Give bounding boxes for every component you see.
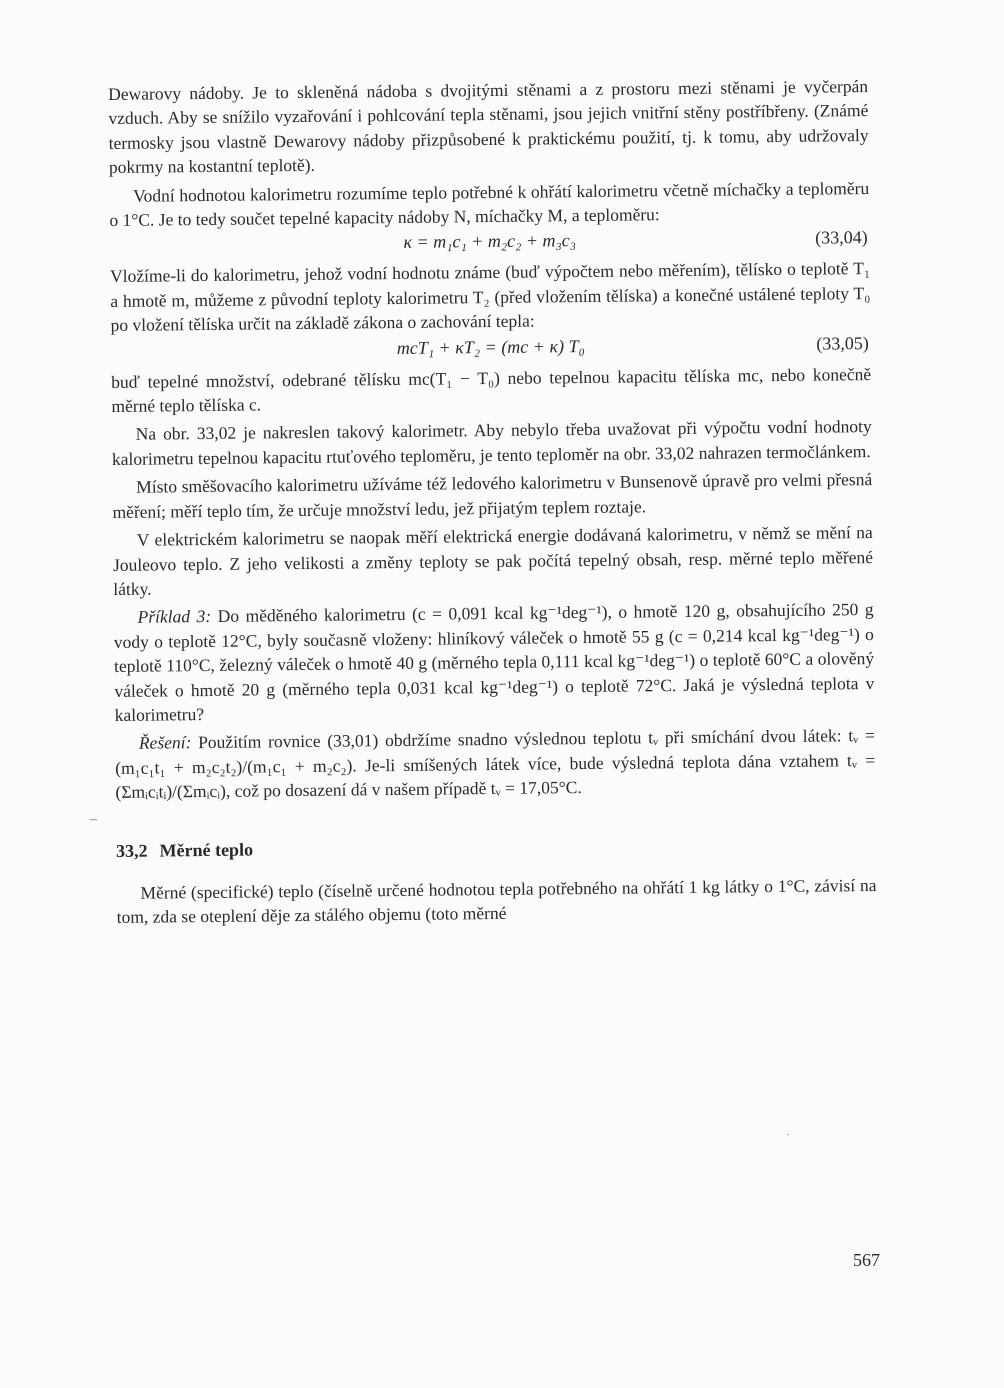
equation-formula: mcT₁ + κT₂ = (mc + κ) T₀ (396, 335, 585, 358)
paragraph-insert-body: Vložíme-li do kalorimetru, jehož vodní hodnotu známe (buď výpočtem nebo měřením), tělísko o teplotě T₁ a hmotě m, můžeme z původní teploty kalorimetru T₂ (před vložením tělíska) a konečné ustálené teploty T₀ po vložení tělíska určit na základě zákona o zachování tepla: (109, 258, 871, 336)
page-number: 567 (853, 1250, 880, 1270)
paragraph-ice-calorimeter: Místo směšovacího kalorimetru užíváme též ledového kalorimetru v Bunsenově úpravě pro velmi přesná měření; měří teplo tím, že určuje množství ledu, jež přijatým teplem roztaje. (112, 469, 873, 522)
paragraph-specific-heat: Měrné (specifické) teplo (číselně určené hodnotou tepla potřebného na ohřátí 1 kg látky o 1°C, závisí na tom, zda se oteplení děje za stálého objemu (toto měrné (116, 874, 877, 927)
example-text: Do měděného kalorimetru (c = 0,091 kcal kg⁻¹deg⁻¹), o hmotě 120 g, obsahujícího 250 g vody o teplotě 12°C, byly současně vloženy: hliníkový váleček o hmotě 55 g (c = 0,214 kcal kg⁻¹deg⁻¹) o teplotě 110°C, železný váleček o hmotě 40 g (měrného tepla 0,111 kcal kg⁻¹deg⁻¹) o teplotě 60°C a olověný váleček o hmotě 20 g (měrného tepla 0,031 kcal kg⁻¹deg⁻¹) o teplotě 72°C. Jaká je výsledná teplota v kalorimetru? (113, 599, 875, 725)
section-title: Měrné teplo (159, 839, 254, 861)
paragraph-dewar: Dewarovy nádoby. Je to skleněná nádoba s dvojitými stěnami a z prostoru mezi stěnami je vyčerpán vzduch. Aby se snížilo vyzařování i pohlcování tepla stěnami, jsou jejich vnitřní stěny postříbřeny. (Známé termosky jsou vlastně Dewarovy nádoby přizpůsobené k praktickému použití, tj. k tomu, aby udržovaly pokrmy na kostantní teplotě). (108, 76, 869, 178)
equation-number: (33,05) (816, 332, 869, 354)
paragraph-solution (115, 723, 876, 804)
section-heading (116, 831, 876, 863)
paragraph-water-value: Vodní hodnotou kalorimetru rozumíme teplo potřebné k ohřátí kalorimetru včetně míchačky a teploměru o 1°C. Je to tedy součet tepelné kapacity nádoby N, míchačky M, a teploměru: (109, 177, 870, 231)
page-body (108, 74, 877, 929)
section-number: 33,2 (115, 840, 148, 861)
paragraph-example (113, 597, 874, 727)
paragraph-heat-amount: buď tepelné množství, odebrané tělísku mc(T₁ − T₀) nebo tepelnou kapacitu tělíska mc, nebo konečně měrné teplo tělíska c. (111, 363, 872, 417)
equation-formula: κ = m₁c₁ + m₂c₂ + m₃c₃ (403, 230, 577, 253)
margin-mark: – (90, 812, 97, 827)
paragraph-figure-ref: Na obr. 33,02 je nakreslen takový kalorimetr. Aby nebylo třeba uvažovat při výpočtu vodní hodnoty kalorimetru tepelnou kapacitu rtuťového teploměru, je tento teploměr na obr. 33,02 nahrazen termočlánkem. (111, 416, 872, 469)
example-label: Příklad 3: (137, 606, 212, 628)
speck: · (786, 1130, 790, 1141)
solution-text: Použitím rovnice (33,01) obdržíme snadno výslednou teplotu tᵥ při smíchání dvou látek: tᵥ = (m₁c₁t₁ + m₂c₂t₂)/(m₁c₁ + m₂c₂). Je-li smíšených látek více, bude výsledná teplota dána vztahem tᵥ = (Σmᵢcᵢtᵢ)/(Σmᵢcᵢ), což po dosazení dá v našem případě tᵥ = 17,05°C. (115, 725, 876, 803)
paragraph-electric-calorimeter: V elektrickém kalorimetru se naopak měří elektrická energie dodávaná kalorimetru, v němž se mění na Jouleovo teplo. Z jeho velikosti a změny teploty se pak počítá tepelný obsah, resp. měrné teplo měřené látky. (112, 522, 874, 599)
solution-label: Řešení: (138, 732, 192, 754)
equation-number: (33,04) (815, 227, 868, 249)
